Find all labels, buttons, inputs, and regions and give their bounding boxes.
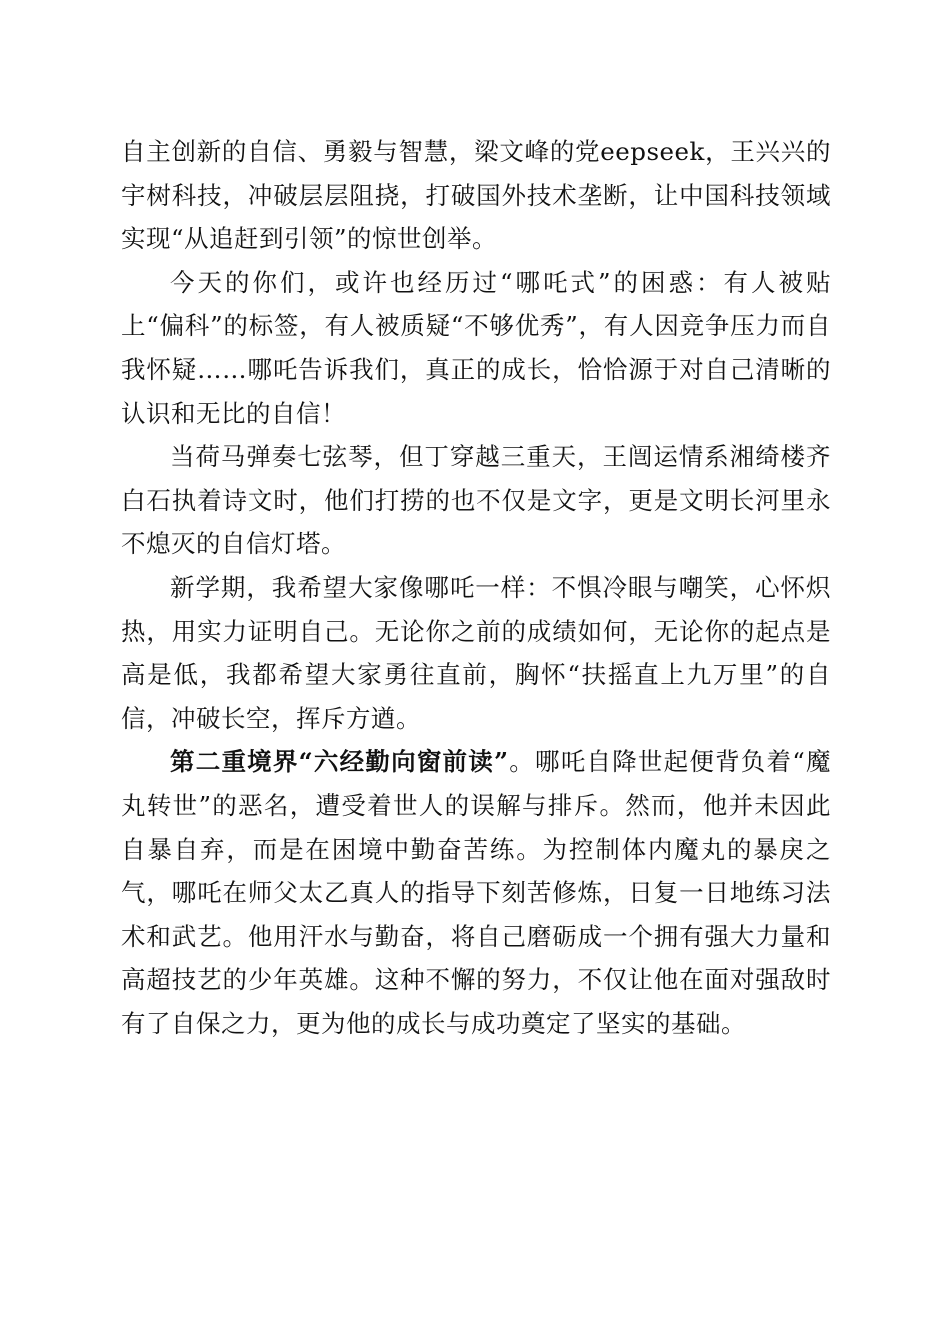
paragraph-5 bbox=[121, 740, 831, 1045]
paragraph-4: 新学期，我希望大家像哪吒一样：不惧冷眼与嘲笑，心怀炽热，用实力证明自己。无论你之前的成绩如何，无论你的起点是高是低，我都希望大家勇往直前，胸怀“扶摇直上九万里”的自信，冲破长空，挥斥方遒。 bbox=[121, 572, 831, 733]
paragraph-3: 当荷马弹奏七弦琴，但丁穿越三重天，王闿运情系湘绮楼齐白石执着诗文时，他们打捞的也不仅是文字，更是文明长河里永不熄灭的自信灯塔。 bbox=[121, 442, 831, 559]
document-page bbox=[121, 130, 831, 1045]
paragraph-2: 今天的你们，或许也经历过“哪吒式”的困惑：有人被贴上“偏科”的标签，有人被质疑“不够优秀”，有人因竞争压力而自我怀疑……哪吒告诉我们，真正的成长，恰恰源于对自己清晰的认识和无比的自信！ bbox=[121, 267, 831, 428]
paragraph-1: 自主创新的自信、勇毅与智慧，梁文峰的党eepseek，王兴兴的宇树科技，冲破层层阻挠，打破国外技术垄断，让中国科技领域实现“从追赶到引领”的惊世创举。 bbox=[121, 137, 831, 254]
section-heading: 第二重境界“六经勤向窗前读” bbox=[170, 747, 509, 777]
paragraph-5-body: 。哪吒自降世起便背负着“魔丸转世”的恶名，遭受着世人的误解与排斥。然而，他并未因此自暴自弃，而是在困境中勤奋苦练。为控制体内魔丸的暴戾之气，哪吒在师父太乙真人的指导下刻苦修炼，日复一日地练习法术和武艺。他用汗水与勤奋，将自己磨砺成一个拥有强大力量和高超技艺的少年英雄。这种不懈的努力，不仅让他在面对强敌时有了自保之力，更为他的成长与成功奠定了坚实的基础。 bbox=[121, 747, 831, 1038]
